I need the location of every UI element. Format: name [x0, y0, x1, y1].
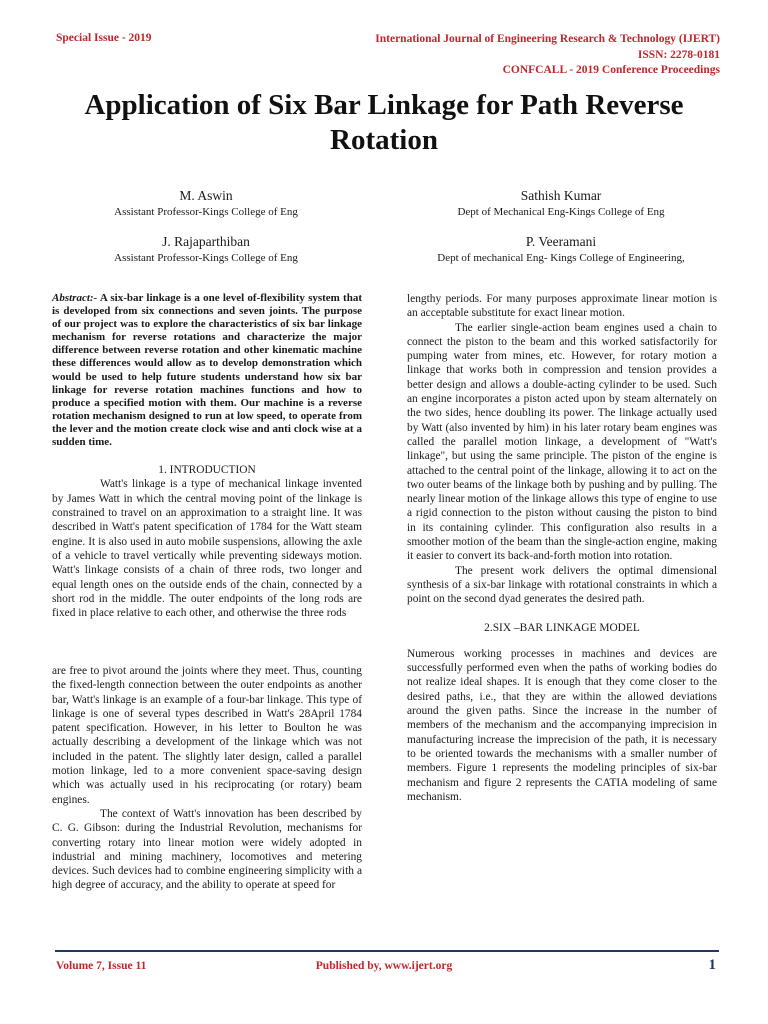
- footer-divider: [55, 950, 719, 952]
- author-name: J. Rajaparthiban: [162, 234, 250, 249]
- journal-name: International Journal of Engineering Research & Technology (IJERT): [375, 33, 720, 45]
- volume-issue-label: Volume 7, Issue 11: [56, 960, 147, 972]
- paper-title: [40, 88, 728, 158]
- body-paragraph-beam-engines: The earlier single-action beam engines used a chain to connect the piston to the beam and this worked satisfactorily for pumping water from mines, etc. However, for rotary motion a linkage that works both in compression and tension provides a better design and allows a double-acting cylinder to be used. Such an engine incorporates a piston acted upon by steam alternately on the two sides, hence doubling its power. The linkage actually used by Watt (also invented by him) in his later rotary beam engines was called the parallel motion linkage, a development of "Watt's linkage", but using the same principle. The piston of the engine is attached to the central point of the linkage, allowing it to act on the two outer beams of the linkage both by pushing and by pulling. The nearly linear motion of the linkage allows this type of engine to use a rigid connection to the piston without causing the piston to bind in its containing cylinder. This configuration also results in a smoother motion of the beam than the single-action engine, making it easier to convert its back-and-forth motion into rotation.: [407, 321, 717, 563]
- body-paragraph-present-work: The present work delivers the optimal dimensional synthesis of a six-bar linkage with rotational constraints in which a point on the second dyad generates the desired path.: [407, 564, 717, 606]
- author-block-3: [36, 233, 376, 266]
- page-number: 1: [708, 957, 716, 973]
- journal-header: [375, 32, 720, 79]
- author-name: Sathish Kumar: [520, 188, 602, 203]
- intro-paragraph-3: The context of Watt's innovation has been described by C. G. Gibson: during the Industrial Revolution, mechanisms for converting rotary into linear motion were widely adopted in industrial and mining machinery, locomotives and metering devices. Such devices had to combine engineering simplicity with a high degree of accuracy, and the ability to operate at speed for: [52, 807, 362, 892]
- journal-issue-label: Special Issue - 2019: [56, 32, 152, 44]
- author-block-4: [391, 233, 731, 266]
- author-affiliation: Dept of Mechanical Eng-Kings College of Eng: [457, 206, 665, 218]
- intro-paragraph-1: Watt's linkage is a type of mechanical linkage invented by James Watt in which the central moving point of the linkage is constrained to travel on an approximation to a straight line. It was described in Watt's patent specification of 1784 for the Watt steam engine. It is also used in auto mobile suspensions, allowing the axle of a vehicle to travel vertically while preventing sideways motion. Watt's linkage consists of a chain of three rods, two longer and equal length ones on the outside ends of the chain, connected by a short rod in the middle. The outer endpoints of the long rods are fixed in place relative to each other, and otherwise the three rods: [52, 478, 362, 620]
- author-name: P. Veeramani: [525, 234, 597, 249]
- left-column-lower: [52, 664, 362, 893]
- author-block-2: [391, 187, 731, 220]
- author-affiliation: Assistant Professor-Kings College of Eng: [114, 252, 298, 264]
- author-affiliation: Assistant Professor-Kings College of Eng: [114, 206, 298, 218]
- abstract: [52, 292, 362, 449]
- author-block-1: [36, 187, 376, 220]
- abstract-label: Abstract:-: [52, 292, 98, 304]
- intro-paragraph-2: are free to pivot around the joints where they meet. Thus, counting the fixed-length connection between the outer endpoints as another bar, Watt's linkage is an example of a four-bar linkage. This type of linkage is one of several types described in Watt's 28April 1784 patent specification. However, in his letter to Boulton he was actually describing a development of the linkage which was not included in the patent. The slightly later design, called a parallel motion linkage, led to a more convenient space-saving design which was actually used in his reciprocating (or rotary) beam engines.: [52, 665, 362, 806]
- section-heading-six-bar-model: 2.SIX –BAR LINKAGE MODEL: [484, 621, 640, 634]
- abstract-text: A six-bar linkage is a one level of-flexibility system that is developed from six connections and seven joints. The purpose of our project was to explore the characteristics of six bar linkage mechanism for reverse rotations and characterize the major difference between reverse rotation and other kinematic machine these differences would allow as to develop demonstration which would be used to help future students understand how six bar linkage for reverse rotation machines functions and how to produce a specified motion with them. Our machine is a reverse rotation mechanism designed to run at low speed, to operate from the lever and the motion create clock wise and anti clock wise at a sudden time.: [52, 292, 362, 449]
- body-paragraph-continued: lengthy periods. For many purposes approximate linear motion is an acceptable substitute for exact linear motion.: [407, 293, 717, 320]
- section-heading-introduction: 1. INTRODUCTION: [158, 464, 256, 477]
- author-name: M. Aswin: [179, 188, 233, 203]
- paper-title-line2: Rotation: [330, 124, 438, 156]
- model-paragraph: Numerous working processes in machines and devices are successfully performed even when the paths of working bodies do not realize ideal shapes. It is enough that they come closer to the desired paths, i.e., that they are within the allowed deviations around the given paths. Since the increase in the number of members of the mechanism and the accompanying imprecision in manufacturing increase the imprecision of the path, it is necessary to be oriented towards the mechanisms with a smaller number of members. Figure 1 represents the modeling principles of six-bar mechanism and figure 2 represents the CATIA modeling of same mechanism.: [407, 647, 717, 803]
- issn-label: ISSN: 2278-0181: [637, 48, 720, 61]
- left-column-upper: [52, 292, 362, 620]
- conference-label: CONFCALL - 2019 Conference Proceedings: [502, 64, 720, 76]
- author-affiliation: Dept of mechanical Eng- Kings College of Engineering,: [437, 252, 685, 264]
- right-column: [407, 292, 717, 804]
- publisher-label: Published by, www.ijert.org: [315, 960, 453, 972]
- paper-title-line1: Application of Six Bar Linkage for Path Reverse: [84, 89, 684, 121]
